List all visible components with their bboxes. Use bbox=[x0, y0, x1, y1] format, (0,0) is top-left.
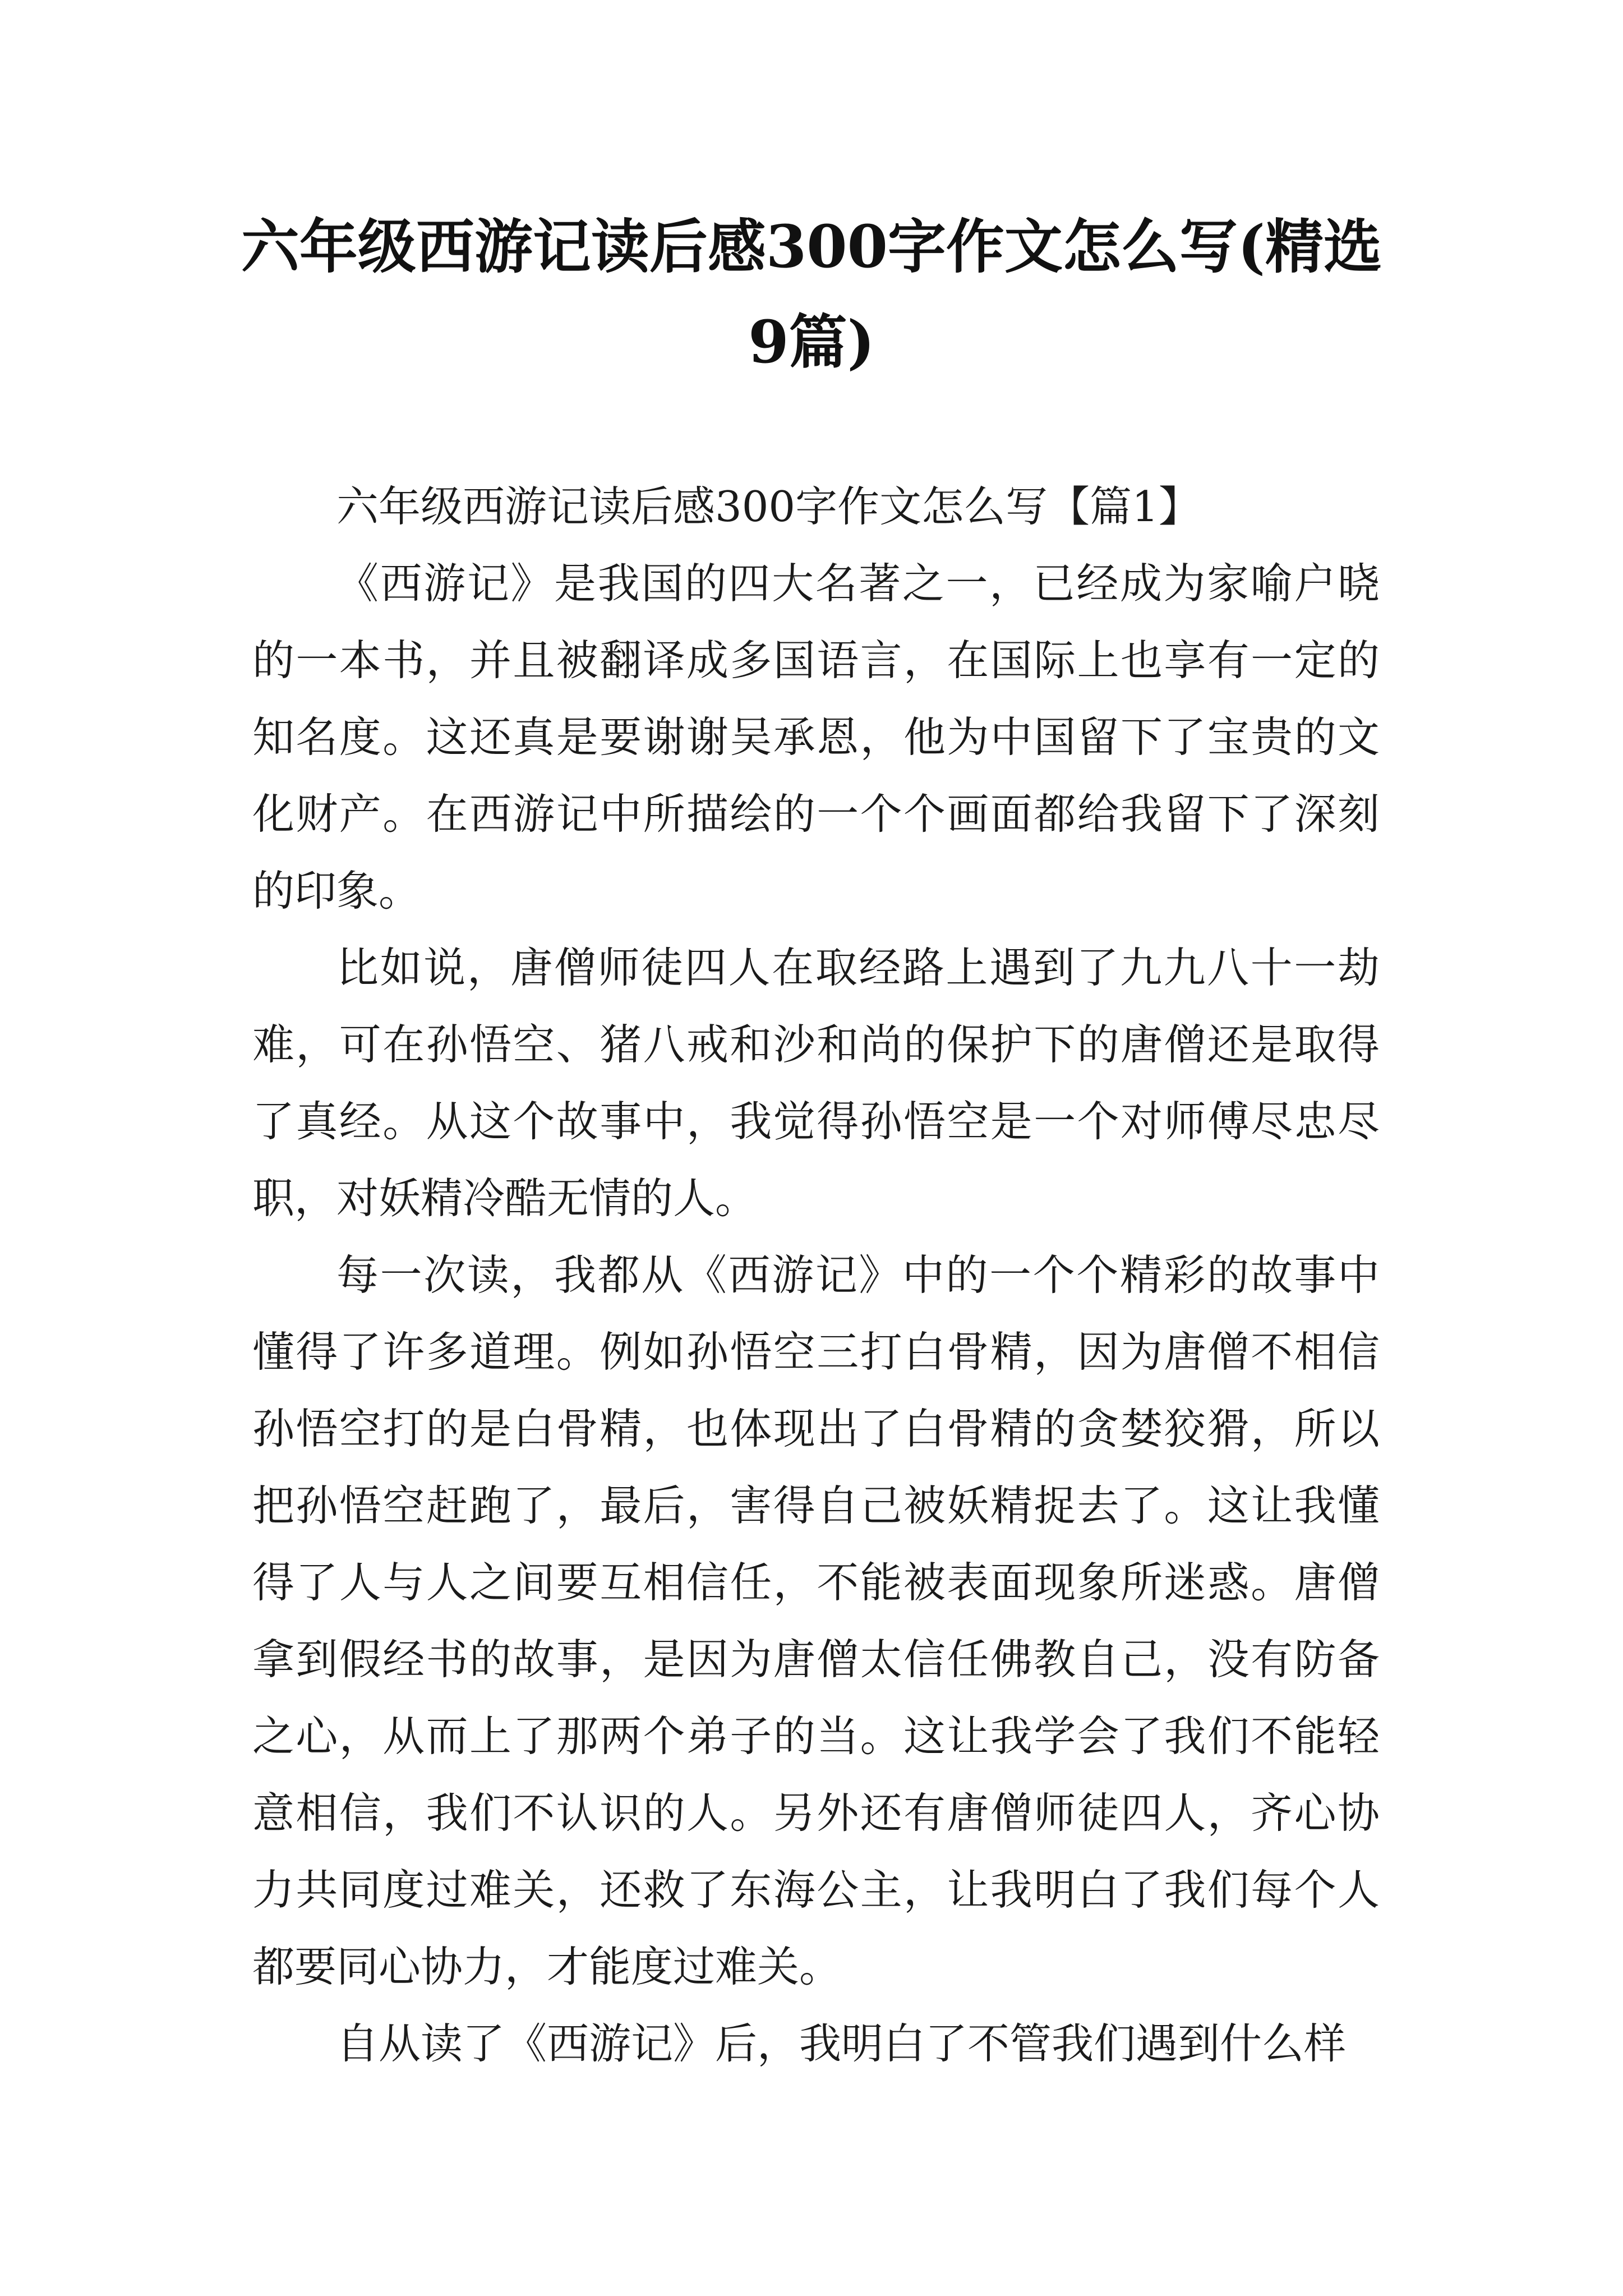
paragraph: 每一次读，我都从《西游记》中的一个个精彩的故事中懂得了许多道理。例如孙悟空三打白骨精，因为唐僧不相信孙悟空打的是白骨精，也体现出了白骨精的贪婪狡猾，所以把孙悟空赶跑了，最后，害得自己被妖精捉去了。这让我懂得了人与人之间要互相信任，不能被表面现象所迷惑。唐僧拿到假经书的故事，是因为唐僧太信任佛教自己，没有防备之心，从而上了那两个弟子的当。这让我学会了我们不能轻意相信，我们不认识的人。另外还有唐僧师徒四人，齐心协力共同度过难关，还救了东海公主，让我明白了我们每个人都要同心协力，才能度过难关。 bbox=[252, 1250, 1380, 1991]
section-heading: 六年级西游记读后感300字作文怎么写【篇1】 bbox=[336, 482, 1201, 531]
document-title: 六年级西游记读后感300字作文怎么写(精选9篇) bbox=[241, 212, 1382, 376]
paragraph: 比如说，唐僧师徒四人在取经路上遇到了九九八十一劫难，可在孙悟空、猪八戒和沙和尚的保护下的唐僧还是取得了真经。从这个故事中，我觉得孙悟空是一个对师傅尽忠尽职，对妖精冷酷无情的人。 bbox=[252, 943, 1380, 1223]
document-body bbox=[252, 468, 1380, 2082]
paragraph: 《西游记》是我国的四大名著之一，已经成为家喻户晓的一本书，并且被翻译成多国语言，在国际上也享有一定的知名度。这还真是要谢谢吴承恩，他为中国留下了宝贵的文化财产。在西游记中所描绘的一个个画面都给我留下了深刻的印象。 bbox=[252, 559, 1380, 915]
paragraph: 自从读了《西游记》后，我明白了不管我们遇到什么样 bbox=[336, 2019, 1347, 2068]
